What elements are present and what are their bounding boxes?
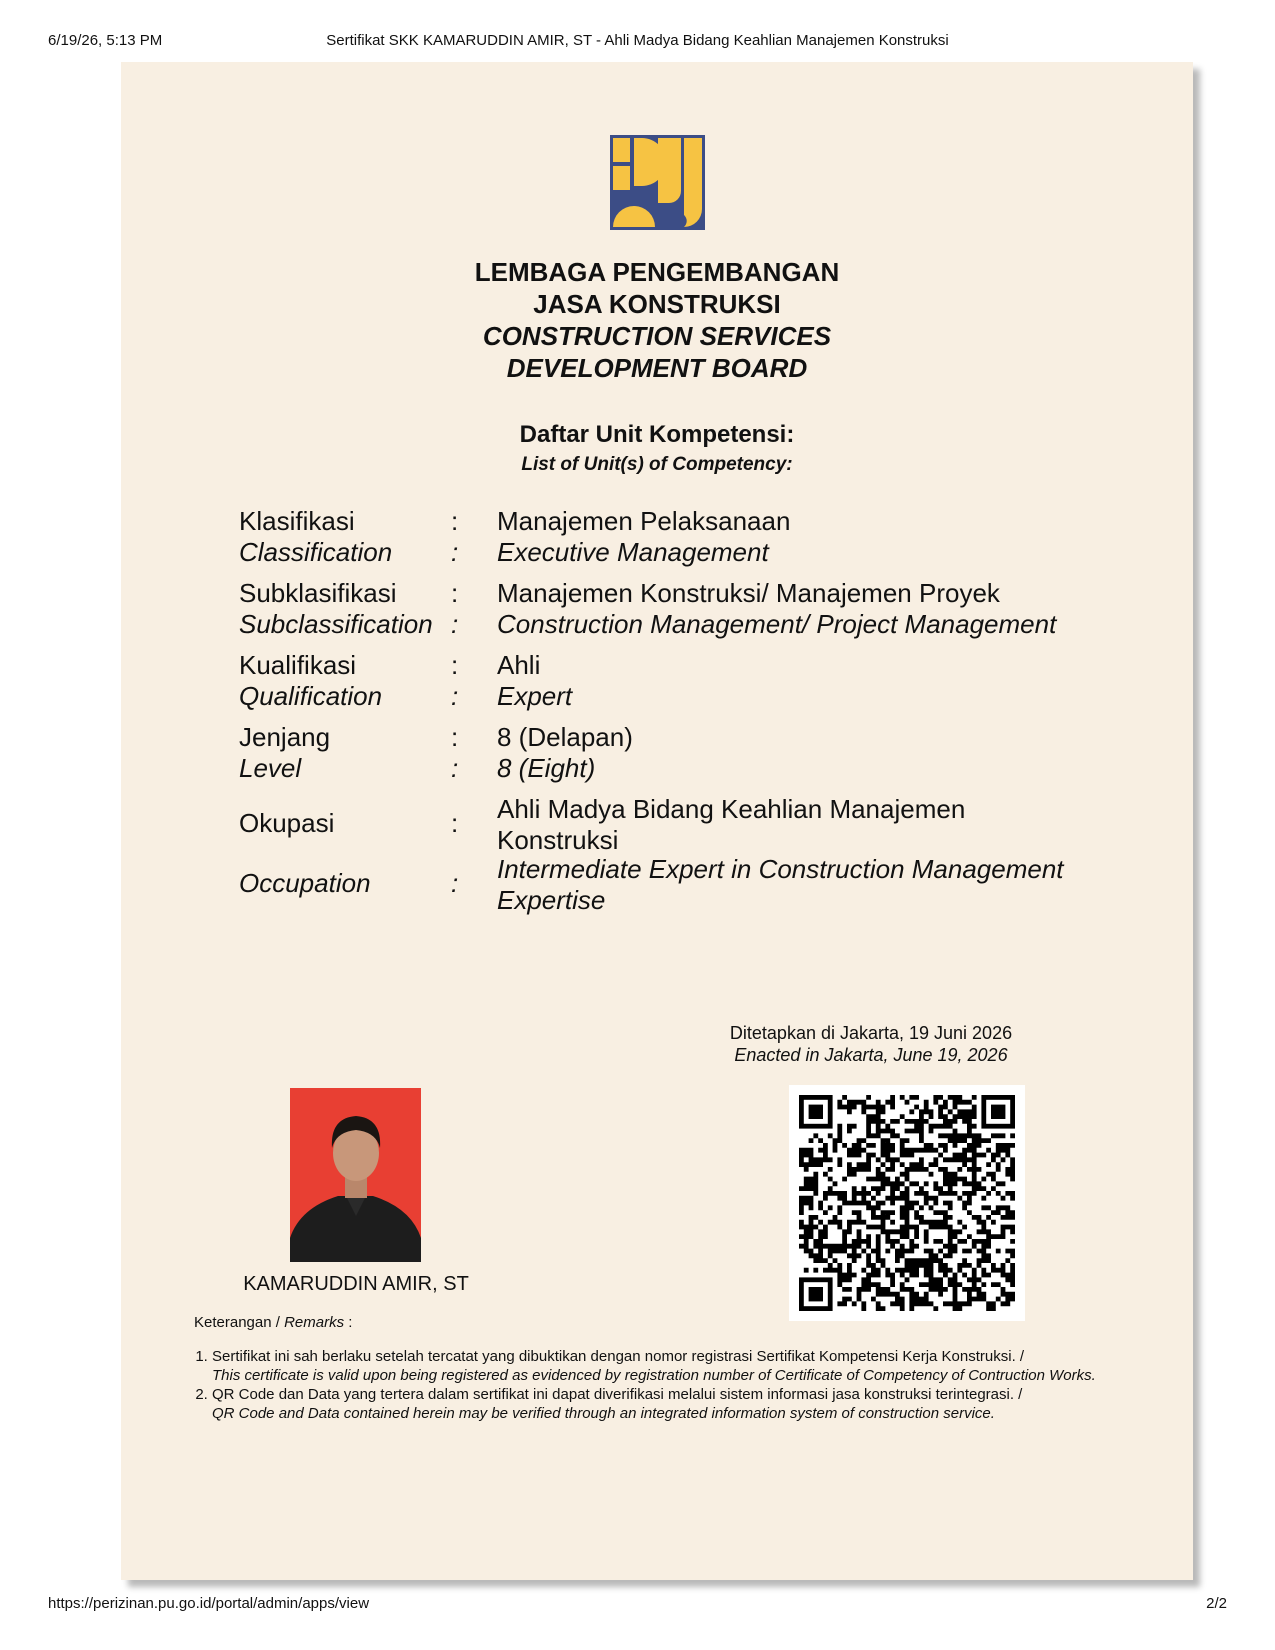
competency-fields xyxy=(239,506,1119,914)
classification-label: Klasifikasi xyxy=(239,506,355,536)
occupation-value-en-line-1: Intermediate Expert in Construction Management xyxy=(497,854,1064,884)
print-page-number: 2/2 xyxy=(1206,1595,1227,1612)
colon: : xyxy=(451,808,459,838)
competency-list-title: Daftar Unit Kompetensi: xyxy=(519,421,795,448)
subclassification-value: Manajemen Konstruksi/ Manajemen Proyek xyxy=(497,578,1000,608)
qualification-value: Ahli xyxy=(497,650,541,680)
level-en-row xyxy=(239,753,1119,784)
classification-row xyxy=(239,506,1119,537)
occupation-en-row xyxy=(239,854,1119,914)
subclassification-label: Subklasifikasi xyxy=(239,578,397,608)
remarks-title-id: Keterangan / xyxy=(194,1314,285,1331)
colon: : xyxy=(451,722,459,752)
remarks-title xyxy=(194,1314,352,1331)
subclassification-row xyxy=(239,578,1119,609)
qualification-label: Kualifikasi xyxy=(239,650,357,680)
print-url: https://perizinan.pu.go.id/portal/admin/apps/view xyxy=(48,1595,370,1612)
remark-text-en: QR Code and Data contained herein may be verified through an integrated information system of construction service. xyxy=(212,1405,995,1422)
classification-value-en: Executive Management xyxy=(497,537,769,567)
competency-list-heading xyxy=(121,419,1193,479)
occupation-label-en: Occupation xyxy=(239,868,371,898)
remarks-title-en: Remarks xyxy=(284,1314,345,1331)
certificate-page xyxy=(121,62,1193,1580)
print-footer xyxy=(48,1595,1227,1617)
subclassification-value-en: Construction Management/ Project Management xyxy=(497,609,1057,639)
qr-code-icon xyxy=(789,1085,1025,1321)
holder-photo xyxy=(290,1088,421,1262)
board-name xyxy=(121,256,1193,384)
occupation-row xyxy=(239,794,1119,854)
occupation-label: Okupasi xyxy=(239,808,335,838)
colon: : xyxy=(451,681,459,711)
remark-text-en: This certificate is valid upon being registered as evidenced by registration number of Certificate of Competency of Contruction Works. xyxy=(212,1367,1096,1384)
remark-item xyxy=(212,1347,1112,1385)
level-row xyxy=(239,722,1119,753)
pu-logo-icon xyxy=(610,135,705,230)
level-label: Jenjang xyxy=(239,722,331,752)
colon: : xyxy=(451,578,459,608)
remark-text: QR Code dan Data yang tertera dalam sertifikat ini dapat diverifikasi melalui sistem informasi jasa konstruksi terintegrasi. / xyxy=(212,1386,1023,1403)
print-title: Sertifikat SKK KAMARUDDIN AMIR, ST - Ahli Madya Bidang Keahlian Manajemen Konstruksi xyxy=(326,32,949,49)
colon: : xyxy=(451,868,459,898)
subclassification-label-en: Subclassification xyxy=(239,609,433,639)
print-datetime: 6/19/26, 5:13 PM xyxy=(48,32,163,49)
qualification-label-en: Qualification xyxy=(239,681,383,711)
qualification-row xyxy=(239,650,1119,681)
colon: : xyxy=(451,753,459,783)
board-name-line-2: JASA KONSTRUKSI xyxy=(533,289,781,319)
colon: : xyxy=(451,537,459,567)
colon: : xyxy=(451,609,459,639)
classification-value: Manajemen Pelaksanaan xyxy=(497,506,791,536)
occupation-value xyxy=(497,794,1107,856)
classification-label-en: Classification xyxy=(239,537,393,567)
remark-item xyxy=(212,1385,1112,1423)
qualification-en-row xyxy=(239,681,1119,712)
occupation-value-line-1: Ahli Madya Bidang Keahlian Manajemen xyxy=(497,794,966,824)
classification-en-row xyxy=(239,537,1119,568)
qualification-value-en: Expert xyxy=(497,681,573,711)
enactment xyxy=(701,1022,1041,1066)
colon: : xyxy=(451,506,459,536)
enactment-text: Ditetapkan di Jakarta, 19 Juni 2026 xyxy=(729,1023,1013,1043)
occupation-value-en-line-2: Expertise xyxy=(497,885,606,915)
level-label-en: Level xyxy=(239,753,302,783)
board-name-en-line-2: DEVELOPMENT BOARD xyxy=(506,353,808,383)
holder-name: KAMARUDDIN AMIR, ST xyxy=(243,1273,469,1295)
colon: : xyxy=(451,650,459,680)
competency-list-title-en: List of Unit(s) of Competency: xyxy=(521,454,793,475)
occupation-value-en xyxy=(497,854,1107,916)
board-name-en-line-1: CONSTRUCTION SERVICES xyxy=(482,321,832,351)
remark-text: Sertifikat ini sah berlaku setelah tercatat yang dibuktikan dengan nomor registrasi Sertifikat Kompetensi Kerja Konstruksi. / xyxy=(212,1348,1025,1365)
subclassification-en-row xyxy=(239,609,1119,640)
remarks-list xyxy=(194,1347,1112,1423)
enactment-text-en: Enacted in Jakarta, June 19, 2026 xyxy=(734,1045,1008,1065)
occupation-value-line-2: Konstruksi xyxy=(497,825,619,855)
level-value: 8 (Delapan) xyxy=(497,722,633,752)
print-header xyxy=(48,32,1227,54)
remarks-title-suffix: : xyxy=(344,1314,353,1331)
board-name-line-1: LEMBAGA PENGEMBANGAN xyxy=(474,257,840,287)
level-value-en: 8 (Eight) xyxy=(497,753,596,783)
